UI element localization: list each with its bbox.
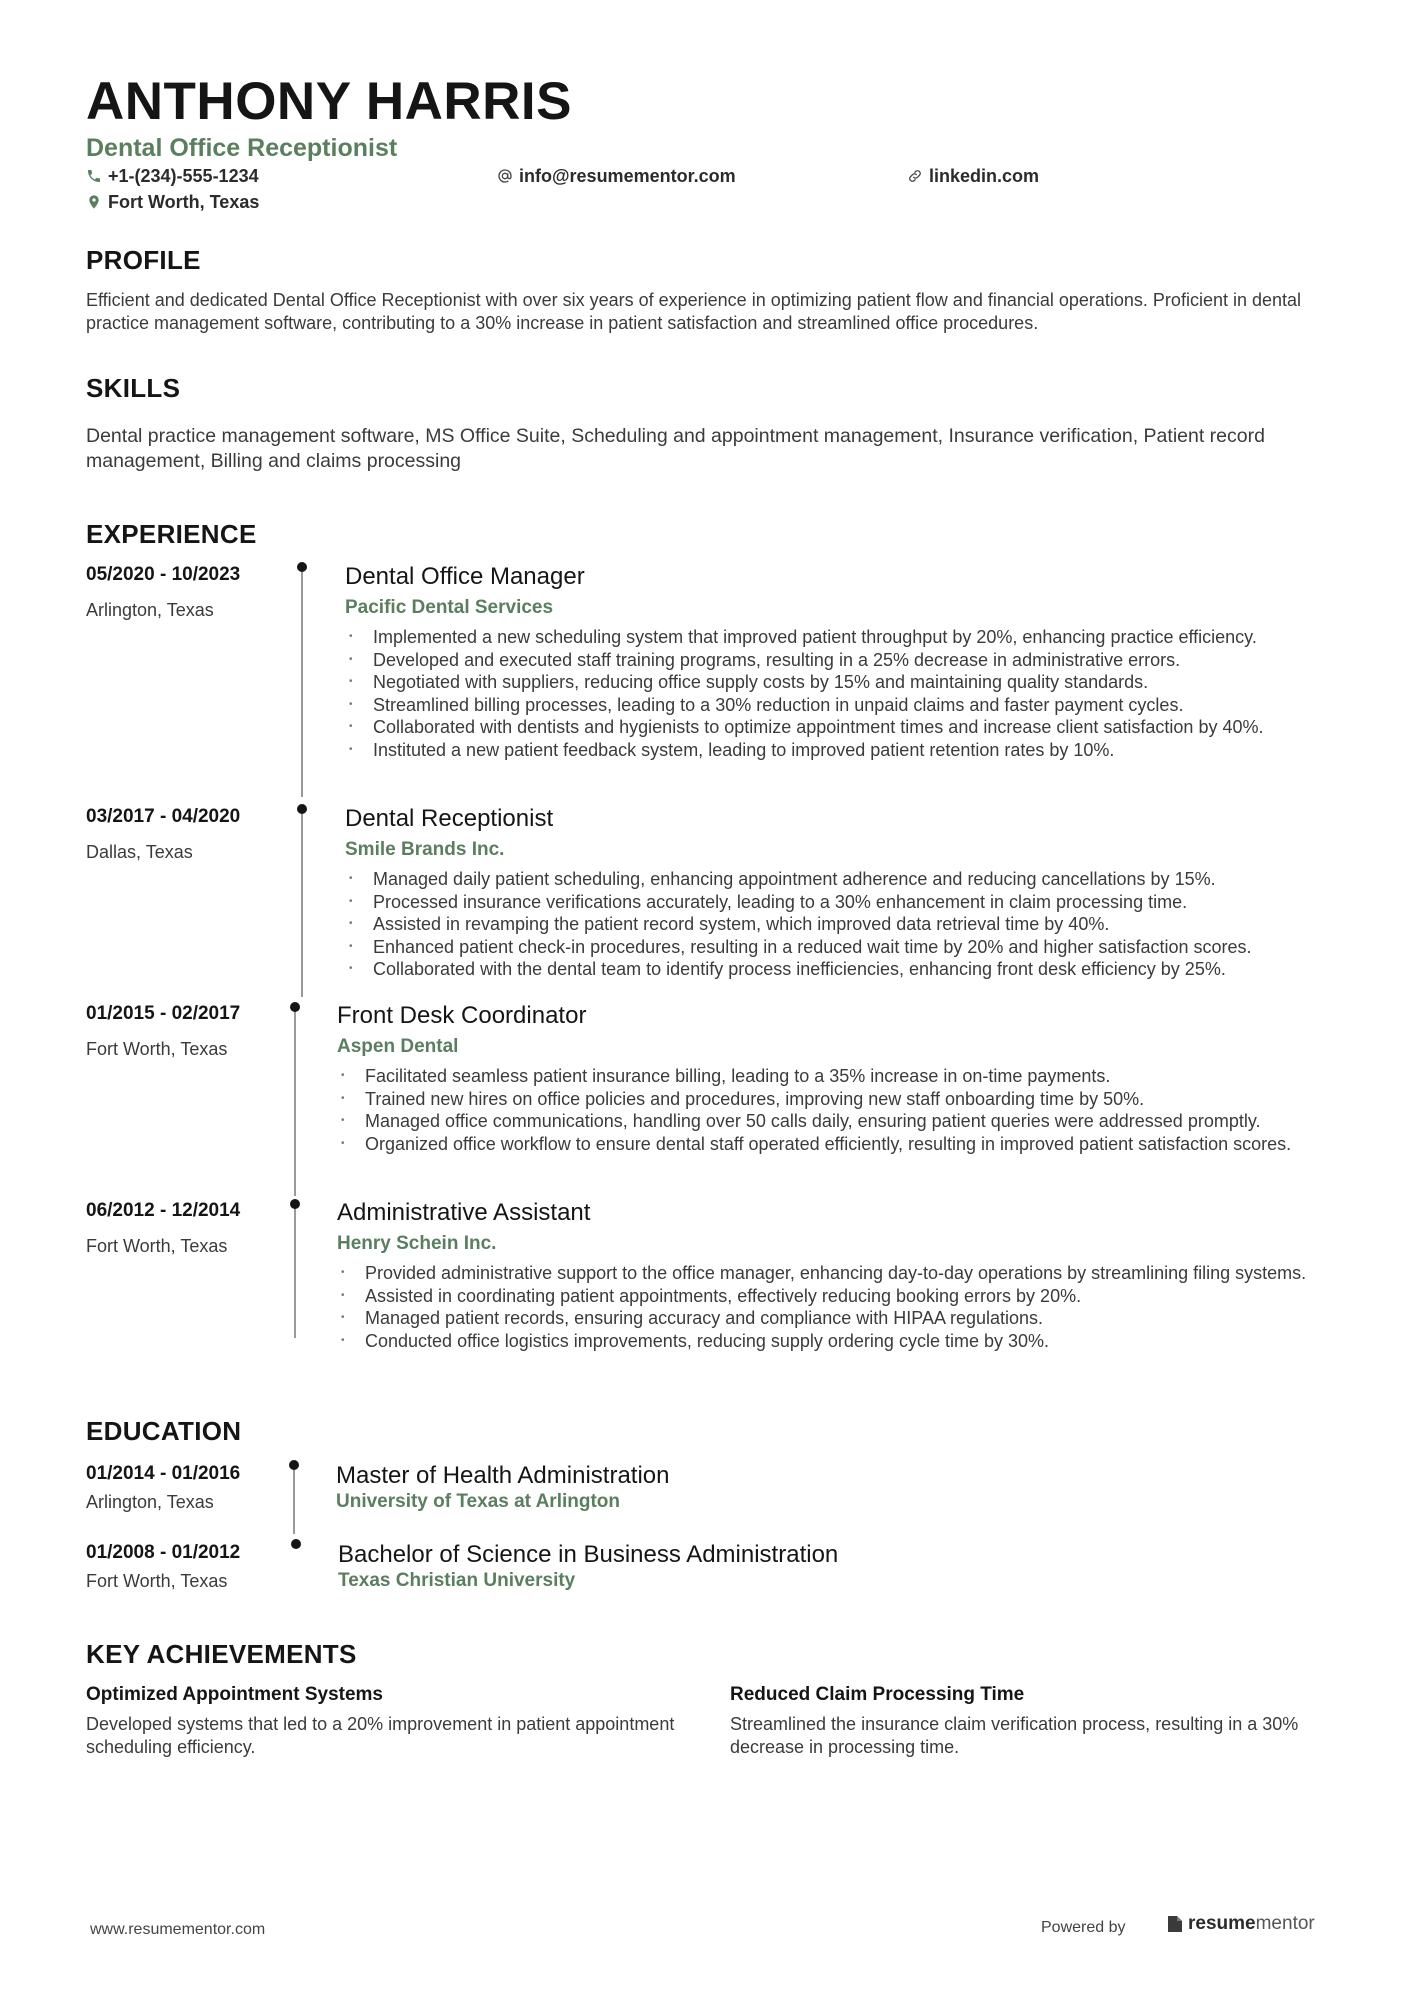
edu-degree: Bachelor of Science in Business Administration xyxy=(338,1541,839,1568)
candidate-role: Dental Office Receptionist xyxy=(86,134,398,162)
contact-location xyxy=(86,191,259,213)
edu-degree: Master of Health Administration xyxy=(336,1462,670,1489)
job-title: Dental Office Manager xyxy=(345,563,585,590)
timeline-dot xyxy=(290,1002,300,1012)
job-bullet: • Assisted in revamping the patient record system, which improved data retrieval time by 40%. xyxy=(345,913,1345,936)
timeline-dot xyxy=(290,1199,300,1209)
timeline-line xyxy=(301,567,303,797)
achievement-text: Streamlined the insurance claim verification process, resulting in a 30% decrease in processing time. xyxy=(730,1714,1299,1757)
brand-name-light: mentor xyxy=(1255,1913,1315,1934)
timeline-dot xyxy=(297,562,307,572)
job-bullet: • Conducted office logistics improvements, reducing supply ordering cycle time by 30%. xyxy=(337,1330,1337,1353)
powered-by-label: Powered by xyxy=(1041,1919,1126,1936)
at-icon xyxy=(497,168,513,184)
job-company: Aspen Dental xyxy=(337,1036,459,1057)
edu-location: Fort Worth, Texas xyxy=(86,1571,228,1591)
job-bullet: • Collaborated with the dental team to identify process inefficiencies, enhancing front desk efficiency by 25%. xyxy=(345,958,1345,981)
brand-name-bold: resume xyxy=(1188,1913,1256,1934)
job-bullet: • Implemented a new scheduling system that improved patient throughput by 20%, enhancing practice efficiency. xyxy=(345,626,1345,649)
achievements-heading: KEY ACHIEVEMENTS xyxy=(86,1639,357,1669)
job-bullet: • Processed insurance verifications accurately, leading to a 30% enhancement in claim processing time. xyxy=(345,891,1345,914)
timeline-line xyxy=(293,1464,295,1534)
job-dates: 01/2015 - 02/2017 xyxy=(86,1003,241,1024)
location-pin-icon xyxy=(86,194,102,210)
timeline-line xyxy=(294,1203,296,1338)
job-bullet: • Assisted in coordinating patient appointments, effectively reducing booking errors by 20%. xyxy=(337,1285,1337,1308)
timeline-dot xyxy=(297,804,307,814)
job-bullets xyxy=(345,868,1345,981)
phone-text: +1-(234)-555-1234 xyxy=(108,166,259,186)
phone-icon xyxy=(86,168,102,184)
skills-text: Dental practice management software, MS Office Suite, Scheduling and appointment management, Insurance verification, Patient record management, Billing and claims processing xyxy=(86,425,1265,472)
job-title: Dental Receptionist xyxy=(345,805,554,832)
location-text: Fort Worth, Texas xyxy=(108,192,260,212)
job-bullet: • Trained new hires on office policies and procedures, improving new staff onboarding time by 50%. xyxy=(337,1088,1337,1111)
skills-heading: SKILLS xyxy=(86,373,181,403)
job-bullets xyxy=(337,1065,1337,1155)
timeline-line xyxy=(294,1006,296,1196)
contact-email[interactable] xyxy=(497,165,736,187)
edu-school: University of Texas at Arlington xyxy=(336,1491,620,1512)
job-bullet: • Enhanced patient check-in procedures, resulting in a reduced wait time by 20% and higher satisfaction scores. xyxy=(345,936,1345,959)
candidate-name: ANTHONY HARRIS xyxy=(86,72,572,131)
timeline-dot xyxy=(291,1539,301,1549)
job-bullets xyxy=(337,1262,1337,1352)
job-bullet: • Facilitated seamless patient insurance billing, leading to a 35% increase in on-time payments. xyxy=(337,1065,1337,1088)
job-bullet: • Negotiated with suppliers, reducing office supply costs by 15% and maintaining quality standards. xyxy=(345,671,1345,694)
job-bullet: • Managed daily patient scheduling, enhancing appointment adherence and reducing cancellations by 15%. xyxy=(345,868,1345,891)
achievement-text: Developed systems that led to a 20% improvement in patient appointment scheduling efficiency. xyxy=(86,1714,675,1757)
job-bullet: • Developed and executed staff training programs, resulting in a 25% decrease in administrative errors. xyxy=(345,649,1345,672)
job-bullet: • Managed patient records, ensuring accuracy and compliance with HIPAA regulations. xyxy=(337,1307,1337,1330)
achievement-title: Optimized Appointment Systems xyxy=(86,1684,383,1705)
job-dates: 05/2020 - 10/2023 xyxy=(86,564,241,585)
job-bullet: • Managed office communications, handling over 50 calls daily, ensuring patient queries were addressed promptly. xyxy=(337,1110,1337,1133)
job-title: Administrative Assistant xyxy=(337,1199,591,1226)
edu-dates: 01/2014 - 01/2016 xyxy=(86,1463,241,1484)
job-bullet: • Streamlined billing processes, leading to a 30% reduction in unpaid claims and faster payment cycles. xyxy=(345,694,1345,717)
job-bullet: • Collaborated with dentists and hygienists to optimize appointment times and increase client satisfaction by 40%. xyxy=(345,716,1345,739)
edu-dates: 01/2008 - 01/2012 xyxy=(86,1542,241,1563)
link-icon xyxy=(907,168,923,184)
resumementor-logo-icon xyxy=(1166,1914,1184,1934)
timeline-line xyxy=(301,809,303,997)
edu-school: Texas Christian University xyxy=(338,1570,576,1591)
edu-location: Arlington, Texas xyxy=(86,1492,214,1512)
job-company: Henry Schein Inc. xyxy=(337,1233,497,1254)
linkedin-text: linkedin.com xyxy=(929,166,1040,186)
experience-heading: EXPERIENCE xyxy=(86,519,257,549)
job-dates: 03/2017 - 04/2020 xyxy=(86,806,241,827)
job-location: Dallas, Texas xyxy=(86,842,193,862)
job-company: Pacific Dental Services xyxy=(345,597,554,618)
job-bullet: • Instituted a new patient feedback system, leading to improved patient retention rates by 10%. xyxy=(345,739,1345,762)
job-location: Fort Worth, Texas xyxy=(86,1039,228,1059)
job-bullet: • Provided administrative support to the office manager, enhancing day-to-day operations by streamlining filing systems. xyxy=(337,1262,1337,1285)
footer-url[interactable]: www.resumementor.com xyxy=(90,1921,266,1938)
timeline-dot xyxy=(289,1460,299,1470)
job-title: Front Desk Coordinator xyxy=(337,1002,587,1029)
job-dates: 06/2012 - 12/2014 xyxy=(86,1200,241,1221)
resumementor-logo[interactable] xyxy=(1166,1912,1315,1936)
profile-heading: PROFILE xyxy=(86,245,201,275)
job-company: Smile Brands Inc. xyxy=(345,839,505,860)
job-bullet: • Organized office workflow to ensure dental staff operated efficiently, resulting in improved patient satisfaction scores. xyxy=(337,1133,1337,1156)
job-location: Arlington, Texas xyxy=(86,600,214,620)
job-bullets xyxy=(345,626,1345,762)
email-text: info@resumementor.com xyxy=(519,166,736,186)
profile-text: Efficient and dedicated Dental Office Receptionist with over six years of experience in optimizing patient flow and financial operations. Proficient in dental practice management software, contributing to a 30% increase in patient satisfaction and streamlined office procedures. xyxy=(86,290,1302,333)
contact-phone xyxy=(86,165,259,187)
contact-linkedin[interactable] xyxy=(907,165,1039,187)
education-heading: EDUCATION xyxy=(86,1416,242,1446)
job-location: Fort Worth, Texas xyxy=(86,1236,228,1256)
achievement-title: Reduced Claim Processing Time xyxy=(730,1684,1025,1705)
